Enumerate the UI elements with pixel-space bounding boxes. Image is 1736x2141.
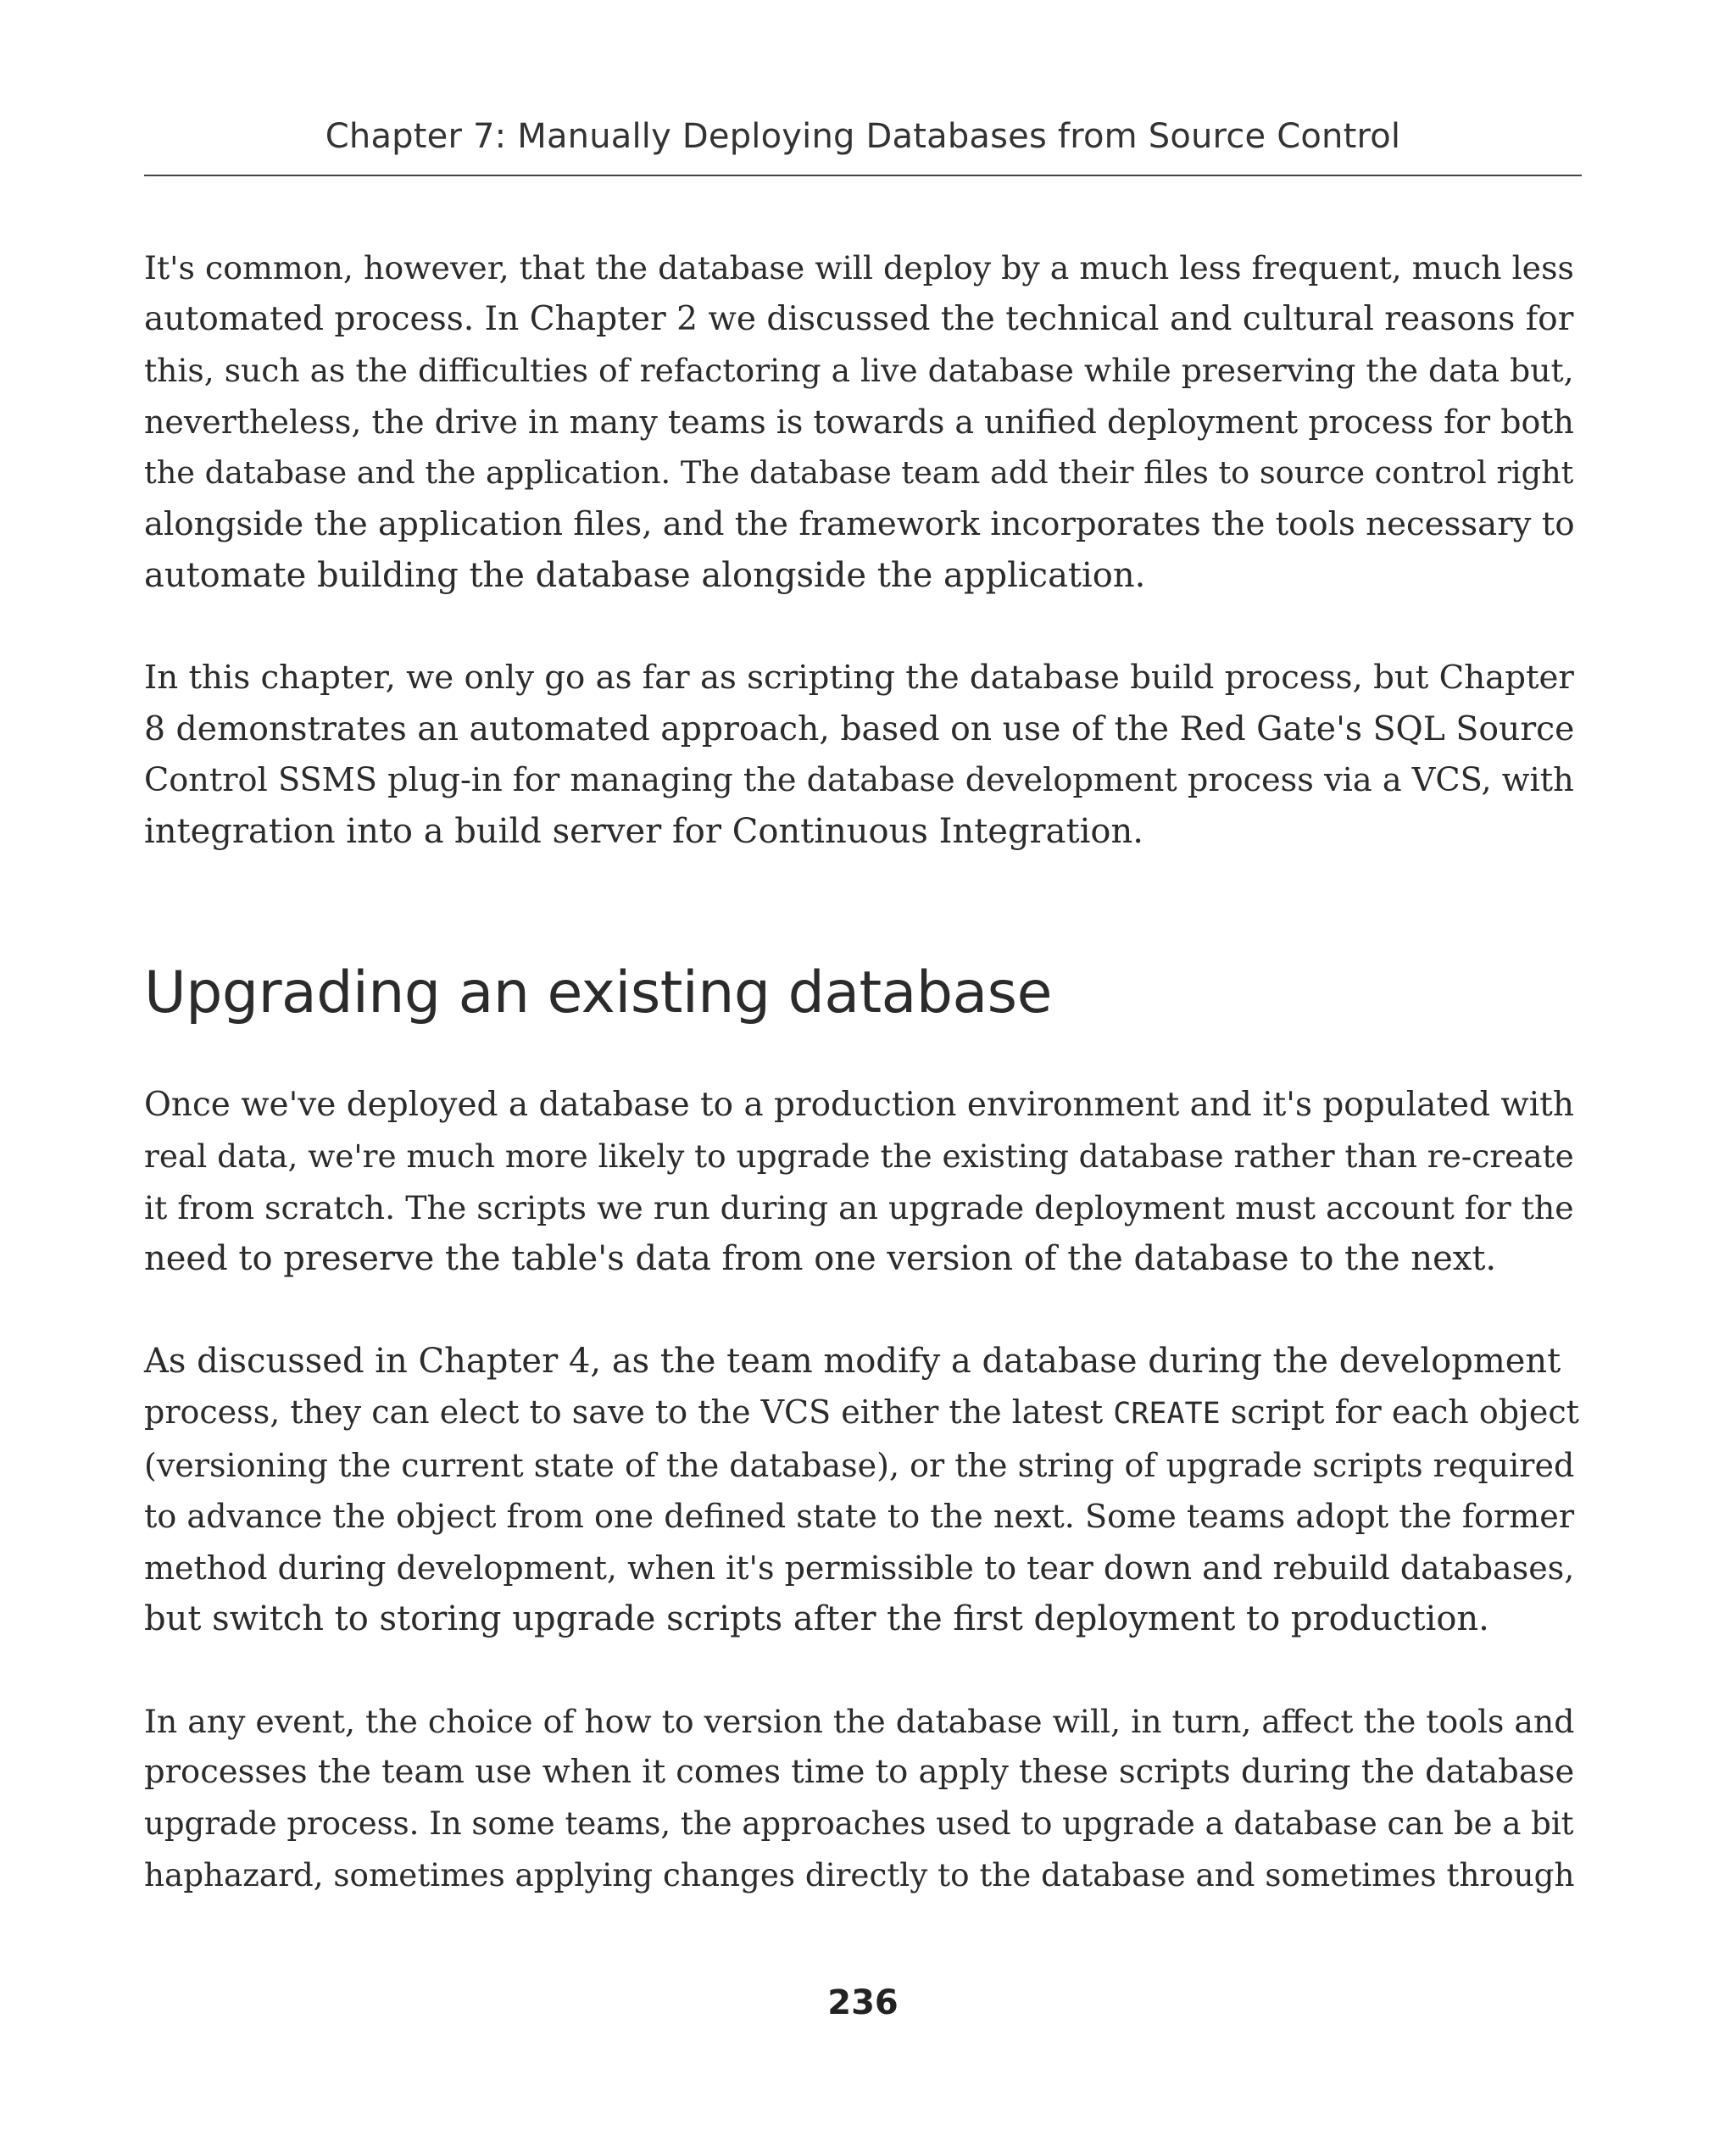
header-divider <box>144 175 1582 176</box>
text-line: automated process. In Chapter 2 we discussed the technical and cultural reasons for <box>144 299 1574 338</box>
book-page <box>144 0 1582 2141</box>
text-line: this, such as the difficulties of refactoring a live database while preserving the data but, <box>144 352 1574 389</box>
text-line: In any event, the choice of how to version the database will, in turn, affect the tools and <box>144 1702 1575 1740</box>
text-line: processes the team use when it comes time to apply these scripts during the database <box>144 1753 1575 1791</box>
text-line: real data, we're much more likely to upgrade the existing database rather than re-create <box>144 1137 1574 1175</box>
text-line: nevertheless, the drive in many teams is towards a unified deployment process for both <box>144 403 1574 441</box>
section-heading: Upgrading an existing database <box>144 959 1052 1026</box>
text-line: integration into a build server for Continuous Integration. <box>144 812 1143 851</box>
text-line: automate building the database alongside the application. <box>144 556 1146 595</box>
text-line: As discussed in Chapter 4, as the team modify a database during the development <box>144 1341 1561 1381</box>
paragraph <box>144 242 1582 602</box>
paragraph <box>144 1336 1582 1645</box>
text-line: It's common, however, that the database will deploy by a much less frequent, much less <box>144 249 1574 286</box>
page-number: 236 <box>827 1983 899 2022</box>
text-line: Once we've deployed a database to a production environment and it's populated with <box>144 1085 1574 1124</box>
text-line: need to preserve the table's data from one version of the database to the next. <box>144 1239 1497 1278</box>
text-line: method during development, when it's permissible to tear down and rebuild databases, <box>144 1549 1575 1587</box>
text-line: Control SSMS plug-in for managing the database development process via a VCS, with <box>144 761 1574 799</box>
text-line: alongside the application files, and the framework incorporates the tools necessary to <box>144 504 1575 543</box>
inline-code: CREATE <box>1113 1397 1221 1431</box>
paragraph <box>144 1696 1582 1901</box>
paragraph <box>144 653 1582 858</box>
body-text <box>144 242 1582 1952</box>
text-line: to advance the object from one defined state to the next. Some teams adopt the former <box>144 1498 1575 1535</box>
text-line: the database and the application. The database team add their files to source control right <box>144 454 1574 491</box>
paragraph <box>144 1080 1582 1285</box>
text-line: haphazard, sometimes applying changes directly to the database and sometimes through <box>144 1856 1575 1894</box>
text-line: 8 demonstrates an automated approach, based on use of the Red Gate's SQL Source <box>144 709 1575 748</box>
text-line: it from scratch. The scripts we run during an upgrade deployment must account for the <box>144 1188 1574 1226</box>
text-segment: script for each object <box>1220 1393 1579 1431</box>
running-header: Chapter 7: Manually Deploying Databases from Source Control <box>325 117 1401 156</box>
text-line: upgrade process. In some teams, the approaches used to upgrade a database can be a bit <box>144 1805 1574 1842</box>
text-line <box>144 1387 1582 1440</box>
text-line: In this chapter, we only go as far as scripting the database build process, but Chapter <box>144 658 1574 697</box>
text-segment: process, they can elect to save to the VCS either the latest <box>144 1393 1114 1431</box>
text-line: (versioning the current state of the database), or the string of upgrade scripts required <box>144 1446 1575 1484</box>
text-line: but switch to storing upgrade scripts after the first deployment to production. <box>144 1599 1489 1638</box>
